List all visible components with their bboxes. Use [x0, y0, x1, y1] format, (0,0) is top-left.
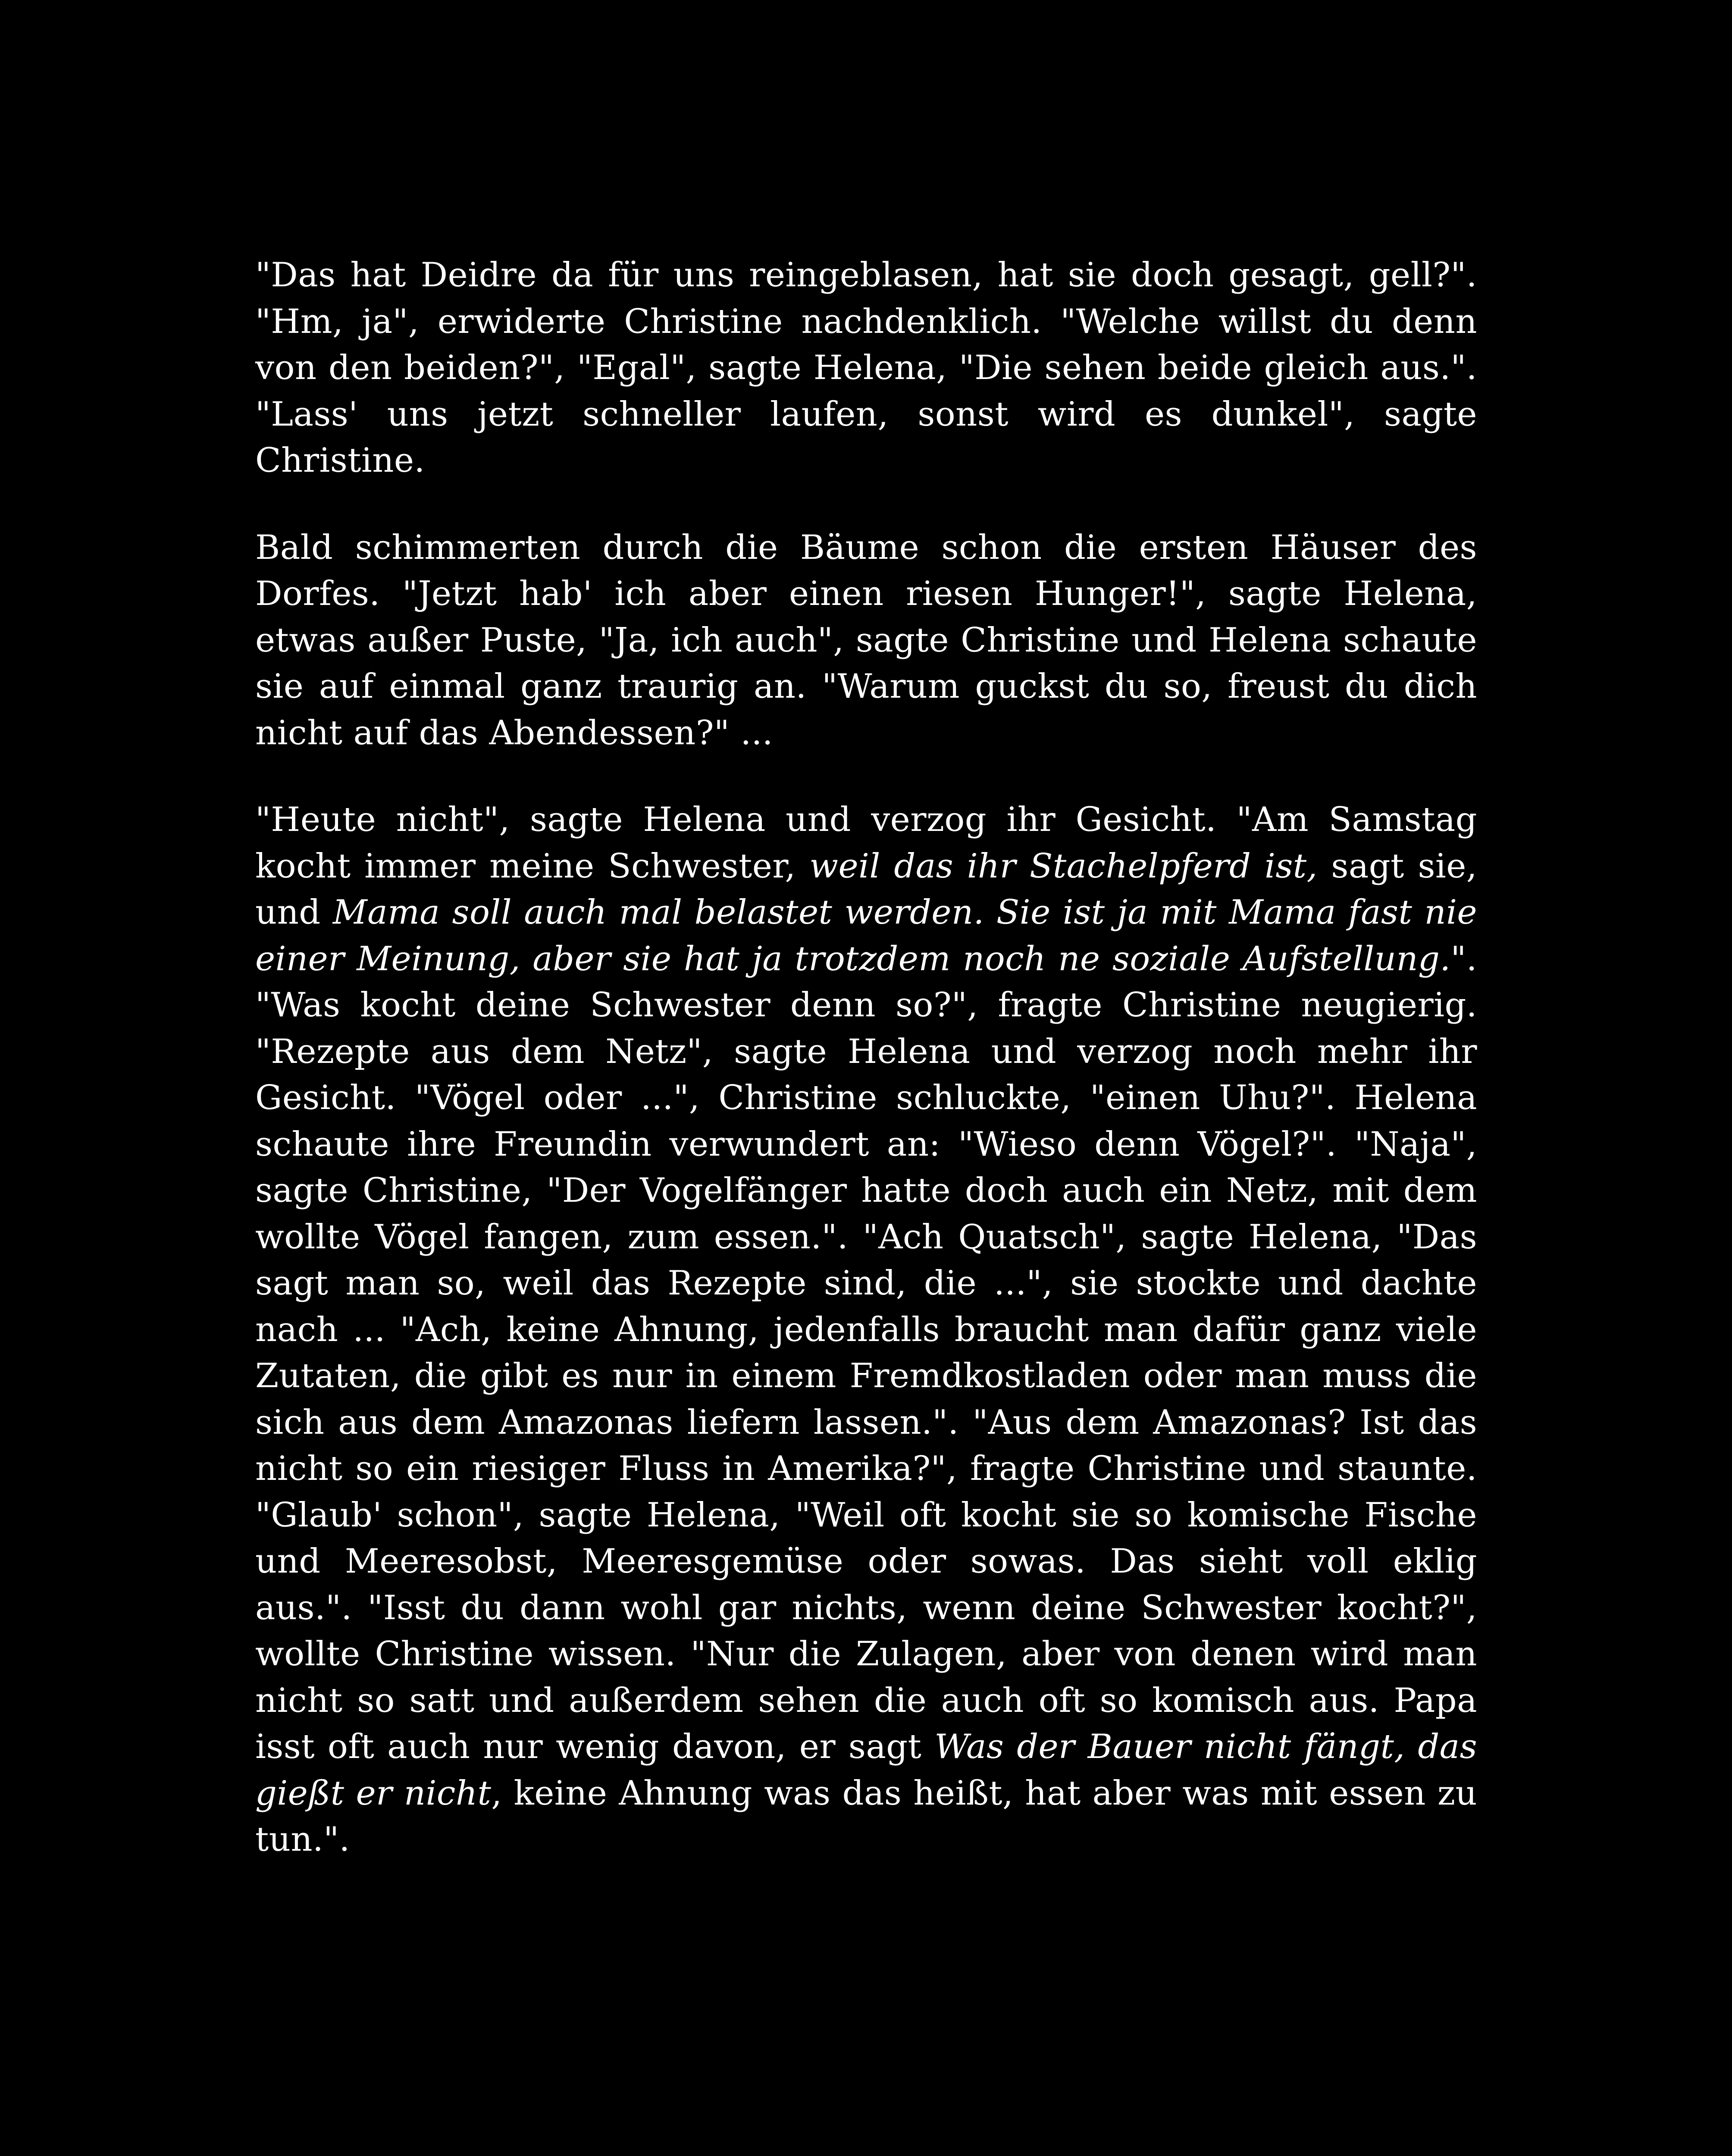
text-run: ". "Was kocht deine Schwester denn so?", fragte Christine neugierig. "Rezepte aus dem Netz", sagte Helena und verzog noch mehr ihr Gesicht. "Vögel oder ...", Christine schluckte, "einen Uhu?". Helena schaute ihre Freundin verwundert an: "Wieso denn Vögel?". "Naja", sagte Christine, "Der Vogelfänger hatte doch auch ein Netz, mit dem wollte Vögel fangen, zum essen.". "Ach Quatsch", sagte Helena, "Das sagt man so, weil das Rezepte sind, die ...", sie stockte und dachte nach ... "Ach, keine Ahnung, jedenfalls braucht man dafür ganz viele Zutaten, die gibt es nur in einem Fremdkostladen oder man muss die sich aus dem Amazonas liefern lassen.". "Aus dem Amazonas? Ist das nicht so ein riesiger Fluss in Amerika?", fragte Christine und staunte. "Glaub' schon", sagte Helena, "Weil oft kocht sie so komische Fische und Meeresobst, Meeresgemüse oder sowas. Das sieht voll eklig aus.". "Isst du dann wohl gar nichts, wenn deine Schwester kocht?", wollte Christine wissen. "Nur die Zulagen, aber von denen wird man nicht so satt und außerdem sehen die auch oft so komisch aus. Papa isst oft auch nur wenig davon, er sagt	[255, 939, 1477, 1766]
text-run: "Das hat Deidre da für uns reingeblasen, hat sie doch gesagt, gell?". "Hm, ja", erwiderte Christine nachdenklich. "Welche willst du denn von den beiden?", "Egal", sagte Helena, "Die sehen beide gleich aus.". "Lass' uns jetzt schneller laufen, sonst wird es dunkel", sagte Christine.	[255, 256, 1477, 480]
paragraph-1	[255, 252, 1477, 484]
italic-text-run: Was der Bauer nicht fängt, das gießt er nicht	[255, 1727, 1477, 1813]
story-text	[255, 252, 1477, 1863]
italic-text-run: weil das ihr Stachelpferd ist,	[809, 846, 1318, 886]
italic-text-run: Mama soll auch mal belastet werden. Sie ist ja mit Mama fast nie einer Meinung, aber sie hat ja trotzdem noch ne soziale Aufstellung.	[255, 893, 1477, 978]
text-run: Bald schimmerten durch die Bäume schon die ersten Häuser des Dorfes. "Jetzt hab' ich aber einen riesen Hunger!", sagte Helena, etwas außer Puste, "Ja, ich auch", sagte Christine und Helena schaute sie auf einmal ganz traurig an. "Warum guckst du so, freust du dich nicht auf das Abendessen?" ...	[255, 528, 1477, 752]
text-run: , keine Ahnung was das heißt, hat aber was mit essen zu tun.".	[255, 1774, 1477, 1859]
text-run: "Heute nicht", sagte Helena und verzog ihr Gesicht. "Am Samstag kocht immer meine Schwester,	[255, 800, 1477, 886]
paragraph-3	[255, 797, 1477, 1863]
paragraph-2	[255, 525, 1477, 757]
text-run: sagt sie, und	[255, 846, 1477, 932]
